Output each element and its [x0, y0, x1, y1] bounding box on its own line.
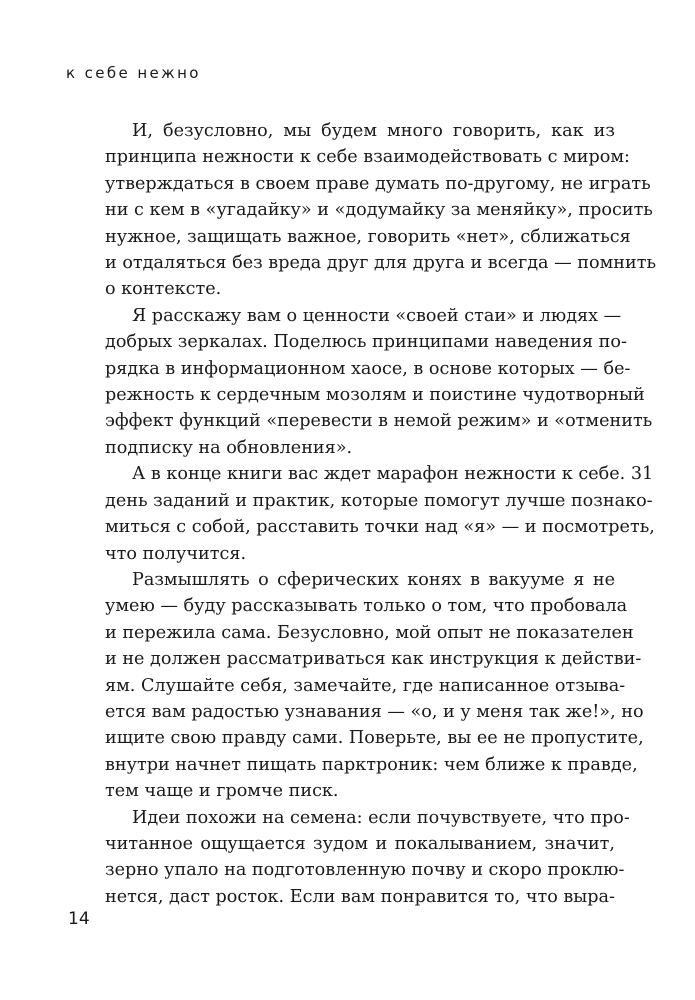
text-line: умею — буду рассказывать только о том, что пробовала: [105, 596, 628, 617]
text-line: эффект функций «перевести в немой режим» и «отменить: [105, 411, 653, 432]
text-line: Размышлять о сферических конях в вакууме я не: [132, 569, 615, 590]
text-line: ни с кем в «угадайку» и «додумайку за меняйку», просить: [105, 200, 653, 221]
text-line: и отдаляться без вреда друг для друга и всегда — помнить: [105, 253, 657, 274]
text-line: внутри начнет пищать парктроник: чем ближе к правде,: [105, 754, 638, 775]
text-line: читанное ощущается зудом и покалыванием, значит,: [105, 833, 615, 854]
paragraph: [105, 805, 630, 911]
text-line: миться с собой, расставить точки над «я» — и посмотреть,: [105, 517, 655, 538]
paragraph: [105, 567, 644, 805]
text-line: А в конце книги вас ждет марафон нежности к себе. 31: [132, 464, 654, 485]
body-text: [105, 118, 657, 910]
text-line: режность к сердечным мозолям и поистине чудотворный: [105, 385, 645, 406]
text-line: и не должен рассматриваться как инструкция к действи-: [105, 649, 642, 670]
text-line: день заданий и практик, которые помогут лучше познако-: [105, 490, 653, 511]
paragraph: [105, 118, 657, 303]
paragraph: [105, 461, 655, 567]
text-line: что получится.: [105, 543, 247, 564]
text-line: добрых зеркалах. Поделюсь принципами наведения по-: [105, 332, 627, 353]
text-line: тем чаще и громче писк.: [105, 781, 339, 802]
text-line: Я расскажу вам о ценности «своей стаи» и людях —: [132, 305, 622, 326]
paragraph: [105, 303, 653, 461]
text-line: нужное, защищать важное, говорить «нет», сближаться: [105, 226, 631, 247]
text-line: рядка в информационном хаосе, в основе которых — бе-: [105, 358, 631, 379]
text-line: о контексте.: [105, 279, 222, 300]
text-line: И, безусловно, мы будем много говорить, как из: [132, 121, 615, 141]
text-line: утверждаться в своем праве думать по-другому, не играть: [105, 173, 651, 194]
running-head: к себе нежно: [66, 64, 201, 82]
text-line: принципа нежности к себе взаимодействовать с миром:: [105, 147, 630, 168]
text-line: ется вам радостью узнавания — «о, и у меня так же!», но: [105, 701, 644, 722]
text-line: зерно упало на подготовленную почву и скоро проклю-: [105, 860, 625, 881]
text-line: нется, даст росток. Если вам понравится то, что выра-: [105, 886, 615, 907]
text-line: и пережила сама. Безусловно, мой опыт не показателен: [105, 622, 634, 643]
text-line: Идеи похожи на семена: если почувствуете, что про-: [132, 807, 630, 828]
text-line: подписку на обновления».: [105, 437, 353, 458]
page-number: 14: [68, 909, 90, 929]
text-line: ям. Слушайте себя, замечайте, где написанное отзыва-: [105, 675, 626, 696]
text-line: ищите свою правду сами. Поверьте, вы ее не пропустите,: [105, 728, 644, 749]
